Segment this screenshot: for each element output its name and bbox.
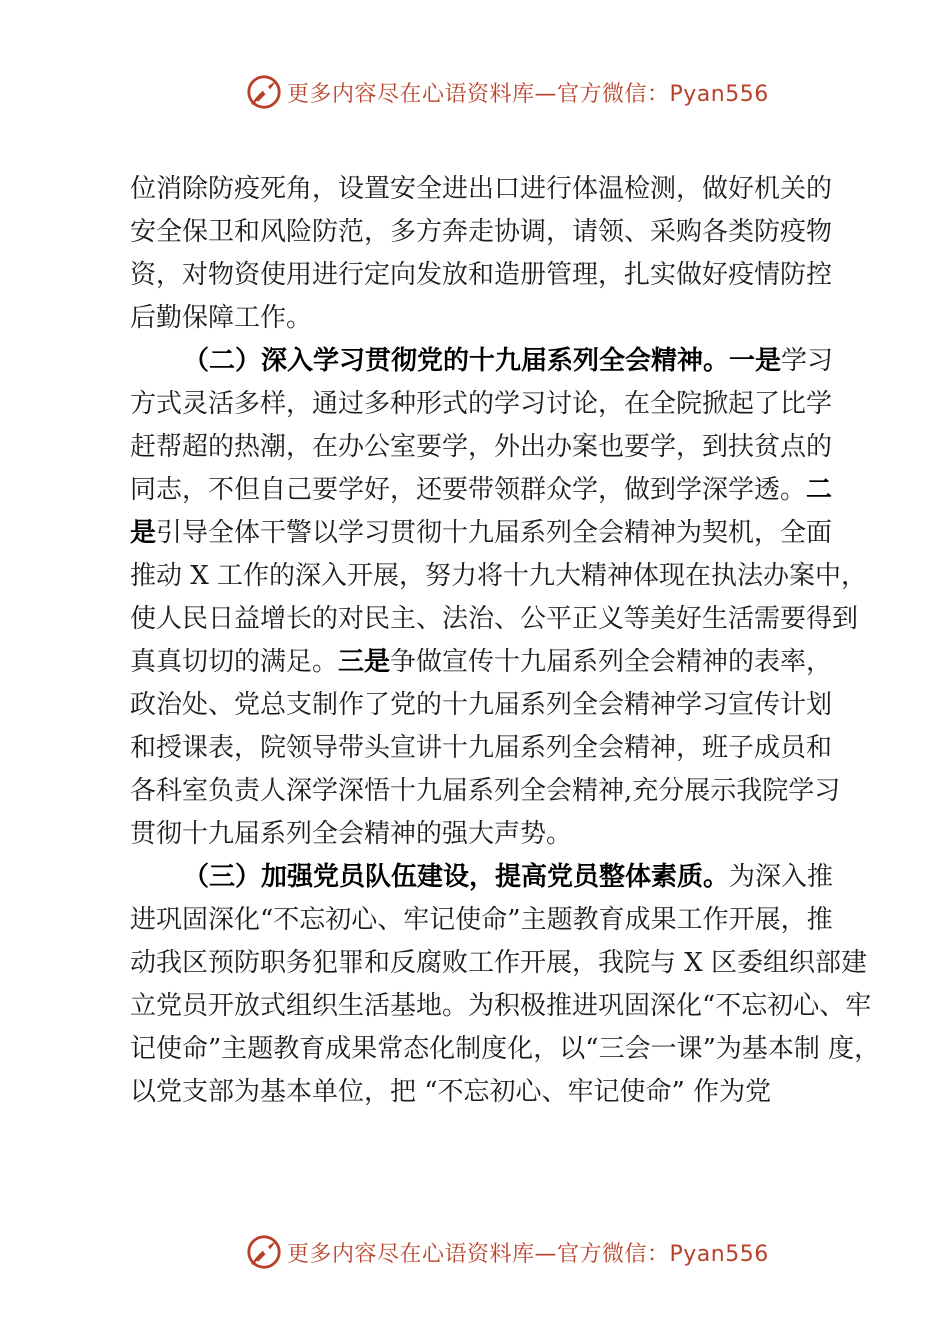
- text-line: 以党支部为基本单位，把 “不忘初心、牢记使命” 作为党: [130, 1077, 772, 1107]
- section-heading: （三）加强党员队伍建设，提高党员整体素质。: [183, 862, 730, 892]
- text-line: 和授课表，院领导带头宣讲十九届系列全会精神，班子成员和: [130, 733, 833, 763]
- text-span: 争做宣传十九届系列全会精神的表率，: [390, 647, 833, 677]
- list-marker: 三是: [338, 647, 391, 677]
- text-line: 政治处、党总支制作了党的十九届系列全会精神学习宣传计划: [130, 690, 833, 720]
- text-span: 引导全体干警以学习贯彻十九届系列全会精神为契机，全面: [156, 518, 833, 548]
- text-line: 各科室负责人深学深悟十九届系列全会精神,充分展示我院学习: [130, 776, 841, 806]
- list-marker: 二: [806, 475, 833, 505]
- text-line: [130, 477, 832, 503]
- banner-text: 更多内容尽在心语资料库—官方微信：Pyan556: [287, 82, 769, 107]
- text-line: 记使命”主题教育成果常态化制度化，以“三会一课”为基本制 度，: [130, 1034, 881, 1064]
- text-span: 学习: [781, 346, 834, 376]
- quill-logo-icon: [245, 73, 283, 111]
- text-line: [130, 649, 832, 675]
- text-span: 为深入推: [729, 862, 834, 892]
- text-line: 立党员开放式组织生活基地。为积极推进巩固深化“不忘初心、牢: [130, 991, 872, 1021]
- text-line: 动我区预防职务犯罪和反腐败工作开展，我院与 X 区委组织部建: [130, 948, 868, 978]
- list-marker: 一是: [729, 346, 782, 376]
- text-line: 位消除防疫死角，设置安全进出口进行体温检测，做好机关的: [130, 174, 833, 204]
- text-span: 同志，不但自己要学好，还要带领群众学，做到学深学透。: [130, 475, 807, 505]
- text-line: 推动 X 工作的深入开展，努力将十九大精神体现在执法办案中，: [130, 561, 868, 591]
- section-heading: （二）深入学习贯彻党的十九届系列全会精神。: [183, 346, 730, 376]
- text-line: [183, 348, 833, 374]
- list-marker: 是: [130, 518, 157, 548]
- header-banner: [0, 73, 950, 113]
- text-span: 真真切切的满足。: [130, 647, 339, 677]
- text-line: 资，对物资使用进行定向发放和造册管理，扎实做好疫情防控: [130, 260, 833, 290]
- text-line: 后勤保障工作。: [130, 303, 313, 333]
- text-line: 安全保卫和风险防范，多方奔走协调，请领、采购各类防疫物: [130, 217, 833, 247]
- text-line: 贯彻十九届系列全会精神的强大声势。: [130, 819, 573, 849]
- text-line: 方式灵活多样，通过多种形式的学习讨论，在全院掀起了比学: [130, 389, 833, 419]
- text-line: 进巩固深化“不忘初心、牢记使命”主题教育成果工作开展，推: [130, 905, 833, 935]
- footer-banner: [0, 1233, 950, 1273]
- text-line: 使人民日益增长的对民主、法治、公平正义等美好生活需要得到: [130, 604, 859, 634]
- text-line: [183, 864, 833, 890]
- banner-text: 更多内容尽在心语资料库—官方微信：Pyan556: [287, 1242, 769, 1267]
- text-line: 赶帮超的热潮，在办公室要学，外出办案也要学，到扶贫点的: [130, 432, 833, 462]
- quill-logo-icon: [245, 1233, 283, 1271]
- text-line: [130, 520, 832, 546]
